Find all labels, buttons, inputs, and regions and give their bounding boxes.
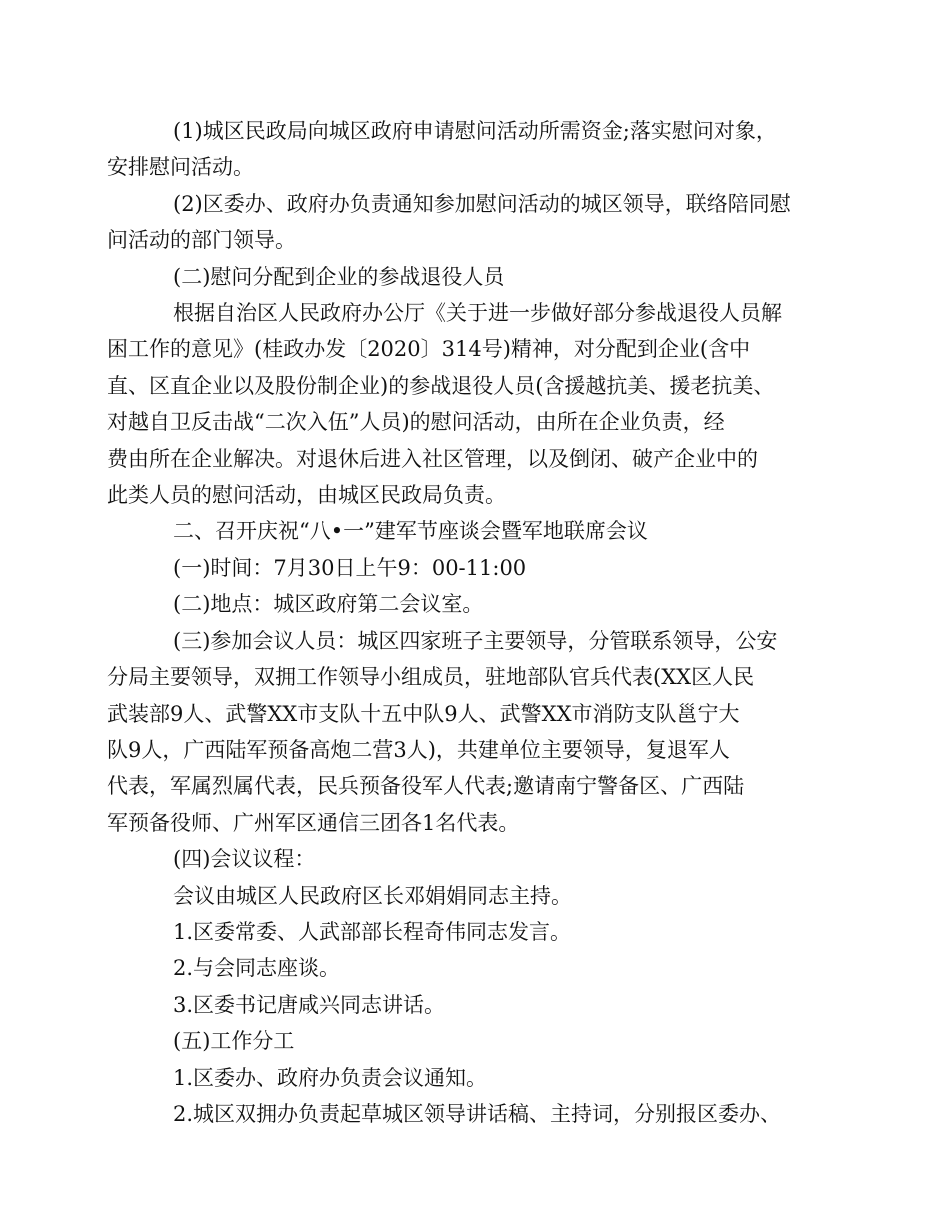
paragraph	[140, 513, 830, 549]
text-line: 问活动的部门领导。	[107, 228, 296, 253]
document-body	[107, 113, 830, 1132]
text-line: 直、区直企业以及股份制企业)的参战退役人员(含援越抗美、援老抗美、	[107, 373, 775, 398]
text-line: 1.区委办、政府办负责会议通知。	[173, 1065, 488, 1090]
paragraph	[140, 987, 830, 1023]
text-line: 此类人员的慰问活动，由城区民政局负责。	[107, 483, 506, 508]
paragraph	[107, 113, 830, 186]
paragraph	[140, 259, 830, 295]
paragraph	[107, 295, 830, 513]
paragraph	[140, 950, 830, 986]
text-line: 代表，军属烈属代表，民兵预备役军人代表;邀请南宁警备区、广西陆	[107, 774, 745, 799]
text-line: 对越自卫反击战“二次入伍”人员)的慰问活动，由所在企业负责，经	[107, 410, 725, 435]
text-line: (2)区委办、政府办负责通知参加慰问活动的城区领导，联络陪同慰	[173, 191, 791, 216]
paragraph	[140, 550, 830, 586]
text-line: 武装部9人、武警XX市支队十五中队9人、武警XX市消防支队邕宁大	[107, 701, 740, 726]
paragraph	[140, 1060, 830, 1096]
paragraph	[140, 1096, 830, 1132]
text-line: 队9人，广西陆军预备高炮二营3人)，共建单位主要领导，复退军人	[107, 737, 730, 762]
paragraph	[140, 841, 830, 877]
text-line: 会议由城区人民政府区长邓娟娟同志主持。	[173, 883, 572, 908]
text-line: 二、召开庆祝“八•一”建军节座谈会暨军地联席会议	[173, 519, 648, 544]
text-line: 困工作的意见》(桂政办发〔2020〕314号)精神，对分配到企业(含中	[107, 337, 751, 362]
paragraph	[107, 186, 830, 259]
text-line: (1)城区民政局向城区政府申请慰问活动所需资金;落实慰问对象，	[173, 119, 777, 143]
paragraph	[140, 914, 830, 950]
text-line: 1.区委常委、人武部部长程奇伟同志发言。	[173, 919, 572, 944]
text-line: (二)地点：城区政府第二会议室。	[173, 592, 484, 617]
paragraph	[107, 623, 830, 841]
text-line: (五)工作分工	[173, 1029, 295, 1054]
text-line: 根据自治区人民政府办公厅《关于进一步做好部分参战退役人员解	[173, 301, 782, 326]
text-line: 军预备役师、广州军区通信三团各1名代表。	[107, 810, 520, 835]
paragraph	[140, 878, 830, 914]
paragraph	[140, 586, 830, 622]
text-line: (三)参加会议人员：城区四家班子主要领导，分管联系领导，公安	[173, 628, 778, 653]
text-line: (二)慰问分配到企业的参战退役人员	[173, 264, 505, 289]
paragraph	[140, 1023, 830, 1059]
text-line: (一)时间：7月30日上午9：00-11:00	[173, 555, 527, 580]
text-line: 3.区委书记唐咸兴同志讲话。	[173, 992, 446, 1017]
text-line: 分局主要领导，双拥工作领导小组成员，驻地部队官兵代表(XX区人民	[107, 665, 755, 690]
text-line: 安排慰问活动。	[107, 155, 254, 180]
text-line: (四)会议议程：	[173, 847, 316, 872]
text-line: 2.与会同志座谈。	[173, 956, 341, 981]
text-line: 2.城区双拥办负责起草城区领导讲话稿、主持词，分别报区委办、	[173, 1101, 782, 1126]
text-line: 费由所在企业解决。对退休后进入社区管理，以及倒闭、破产企业中的	[107, 446, 758, 471]
